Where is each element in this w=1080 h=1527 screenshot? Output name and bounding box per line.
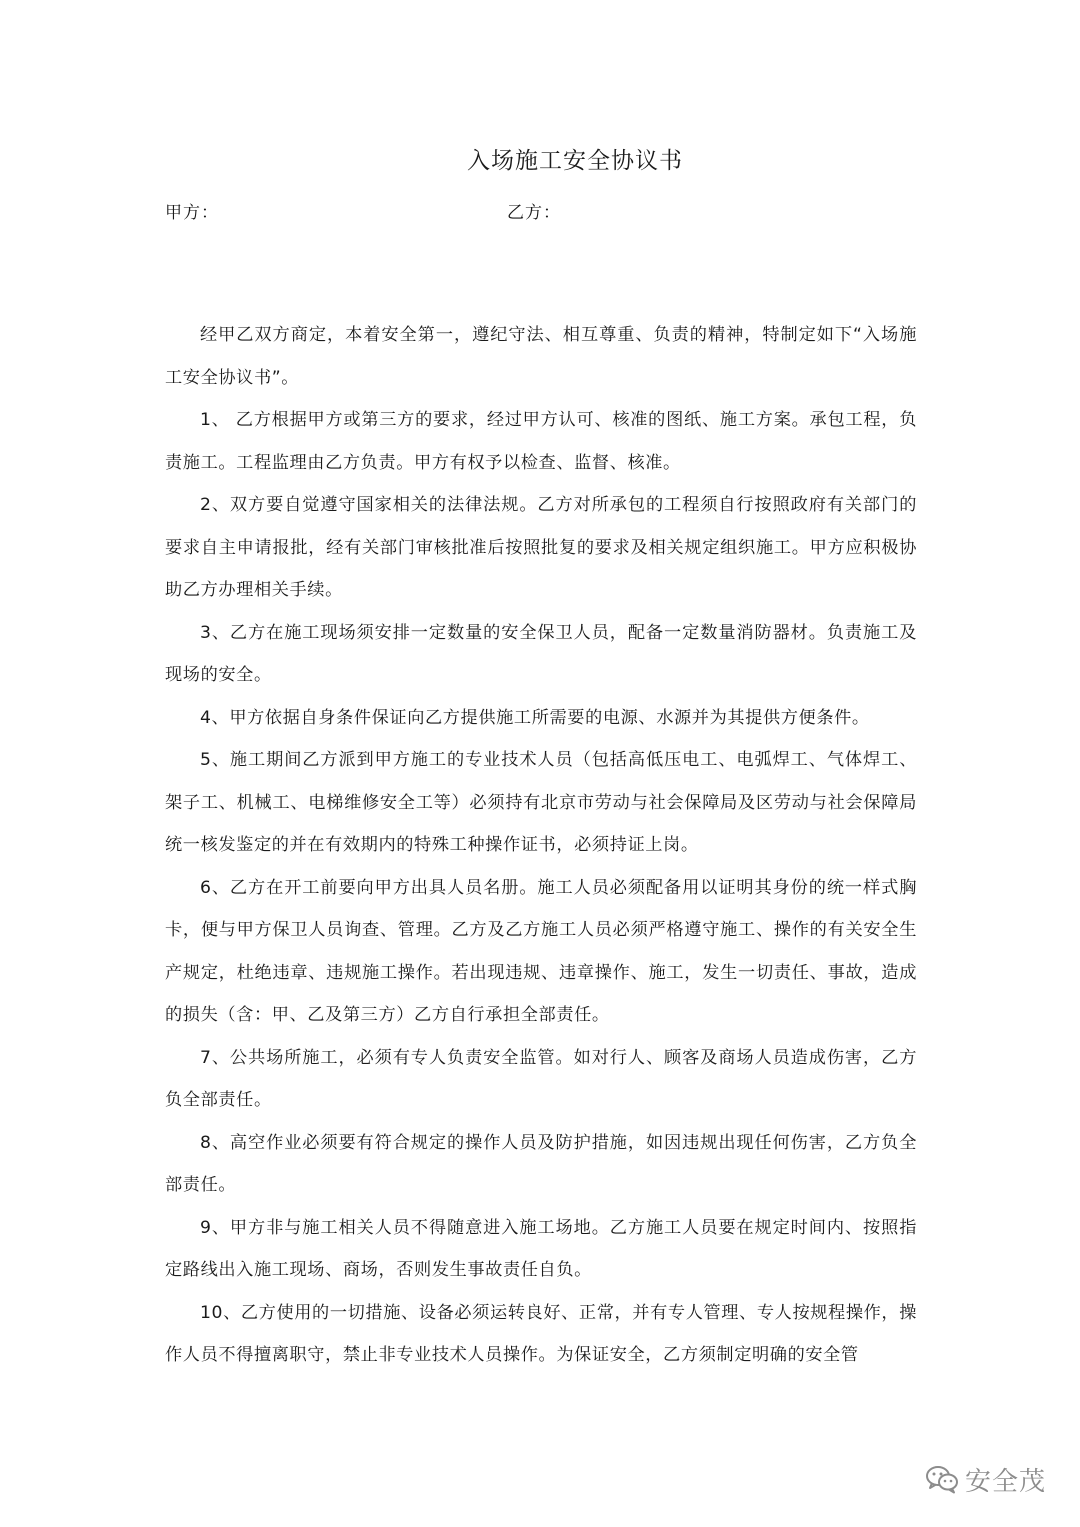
wechat-icon — [925, 1464, 959, 1494]
clause-8: 8、高空作业必须要有符合规定的操作人员及防护措施，如因违规出现任何伤害，乙方负全部责任。 — [165, 1132, 917, 1195]
clause-3: 3、乙方在施工现场须安排一定数量的安全保卫人员，配备一定数量消防器材。负责施工及现场的安全。 — [165, 622, 917, 685]
intro-paragraph: 经甲乙双方商定，本着安全第一，遵纪守法、相互尊重、负责的精神，特制定如下“入场施工安全协议书”。 — [165, 325, 917, 388]
watermark — [925, 1459, 1046, 1499]
clause-4: 4、甲方依据自身条件保证向乙方提供施工所需要的电源、水源并为其提供方便条件。 — [200, 707, 870, 728]
clause-1: 1、 乙方根据甲方或第三方的要求，经过甲方认可、核准的图纸、施工方案。承包工程，负责施工。工程监理由乙方负责。甲方有权予以检查、监督、核准。 — [165, 410, 917, 473]
party-b-label: 乙方： — [507, 203, 561, 223]
document-title: 入场施工安全协议书 — [467, 148, 683, 174]
document-body — [165, 314, 917, 1377]
clause-5: 5、施工期间乙方派到甲方施工的专业技术人员（包括高低压电工、电弧焊工、气体焊工、架子工、机械工、电梯维修安全工等）必须持有北京市劳动与社会保障局及区劳动与社会保障局统一核发鉴定的并在有效期内的特殊工种操作证书，必须持证上岗。 — [165, 750, 917, 855]
clause-10: 10、乙方使用的一切措施、设备必须运转良好、正常，并有专人管理、专人按规程操作，操作人员不得擅离职守，禁止非专业技术人员操作。为保证安全，乙方须制定明确的安全管 — [165, 1302, 917, 1365]
party-a-label: 甲方： — [165, 203, 219, 223]
clause-7: 7、公共场所施工，必须有专人负责安全监管。如对行人、顾客及商场人员造成伤害，乙方负全部责任。 — [165, 1047, 917, 1110]
clause-6: 6、乙方在开工前要向甲方出具人员名册。施工人员必须配备用以证明其身份的统一样式胸卡，便与甲方保卫人员询查、管理。乙方及乙方施工人员必须严格遵守施工、操作的有关安全生产规定，杜绝违章、违规施工操作。若出现违规、违章操作、施工，发生一切责任、事故，造成的损失（含：甲、乙及第三方）乙方自行承担全部责任。 — [165, 877, 917, 1025]
clause-9: 9、甲方非与施工相关人员不得随意进入施工场地。乙方施工人员要在规定时间内、按照指定路线出入施工现场、商场，否则发生事故责任自负。 — [165, 1217, 917, 1280]
clause-2: 2、双方要自觉遵守国家相关的法律法规。乙方对所承包的工程须自行按照政府有关部门的要求自主申请报批，经有关部门审核批准后按照批复的要求及相关规定组织施工。甲方应积极协助乙方办理相关手续。 — [165, 495, 917, 600]
watermark-text: 安全茂 — [964, 1466, 1046, 1497]
